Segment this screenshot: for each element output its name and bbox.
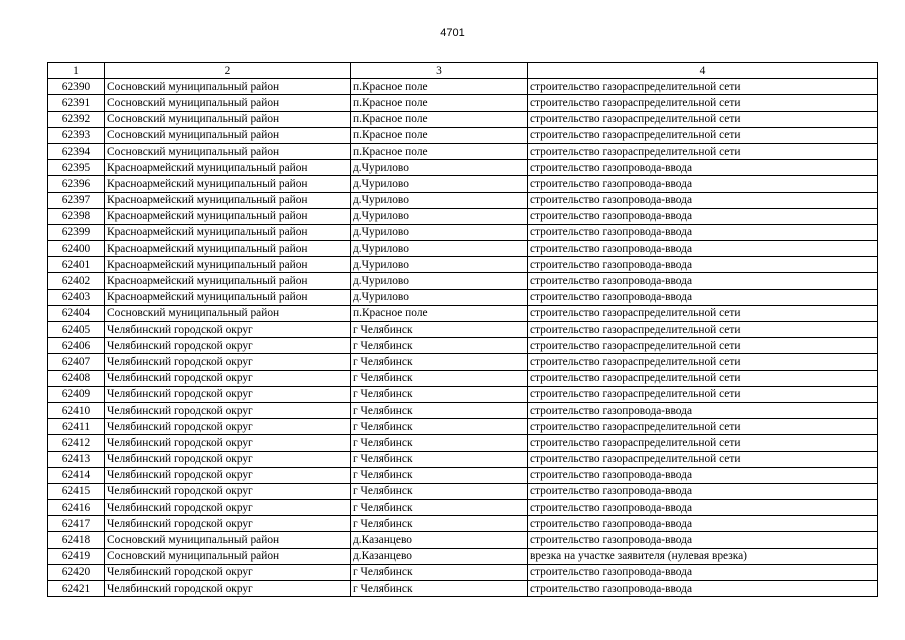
work-type-cell: строительство газопровода-ввода xyxy=(528,289,878,305)
row-number: 62409 xyxy=(48,386,105,402)
table-row xyxy=(48,192,878,208)
row-number: 62403 xyxy=(48,289,105,305)
settlement-cell: г Челябинск xyxy=(351,467,528,483)
table-row xyxy=(48,467,878,483)
row-number: 62410 xyxy=(48,402,105,418)
row-number: 62391 xyxy=(48,95,105,111)
municipality-cell: Красноармейский муниципальный район xyxy=(105,224,351,240)
table-row xyxy=(48,257,878,273)
municipality-cell: Красноармейский муниципальный район xyxy=(105,208,351,224)
table-row xyxy=(48,386,878,402)
table-header-row xyxy=(48,63,878,79)
work-type-cell: строительство газораспределительной сети xyxy=(528,338,878,354)
table-row xyxy=(48,160,878,176)
table-row xyxy=(48,548,878,564)
table-row xyxy=(48,208,878,224)
municipality-cell: Челябинский городской округ xyxy=(105,354,351,370)
table-row xyxy=(48,402,878,418)
table-row xyxy=(48,176,878,192)
municipality-cell: Челябинский городской округ xyxy=(105,386,351,402)
settlement-cell: д.Чурилово xyxy=(351,257,528,273)
table-row xyxy=(48,305,878,321)
registry-table xyxy=(47,62,878,597)
work-type-cell: строительство газопровода-ввода xyxy=(528,208,878,224)
row-number: 62390 xyxy=(48,79,105,95)
settlement-cell: г Челябинск xyxy=(351,500,528,516)
table-row xyxy=(48,289,878,305)
row-number: 62421 xyxy=(48,581,105,597)
settlement-cell: п.Красное поле xyxy=(351,111,528,127)
table-row xyxy=(48,111,878,127)
settlement-cell: г Челябинск xyxy=(351,386,528,402)
work-type-cell: строительство газораспределительной сети xyxy=(528,322,878,338)
table-row xyxy=(48,435,878,451)
row-number: 62393 xyxy=(48,127,105,143)
row-number: 62411 xyxy=(48,419,105,435)
municipality-cell: Сосновский муниципальный район xyxy=(105,548,351,564)
table-row xyxy=(48,483,878,499)
work-type-cell: строительство газопровода-ввода xyxy=(528,257,878,273)
settlement-cell: г Челябинск xyxy=(351,435,528,451)
row-number: 62402 xyxy=(48,273,105,289)
settlement-cell: п.Красное поле xyxy=(351,143,528,159)
row-number: 62414 xyxy=(48,467,105,483)
table-row xyxy=(48,370,878,386)
row-number: 62404 xyxy=(48,305,105,321)
settlement-cell: д.Чурилово xyxy=(351,224,528,240)
settlement-cell: д.Чурилово xyxy=(351,176,528,192)
municipality-cell: Сосновский муниципальный район xyxy=(105,79,351,95)
table-row xyxy=(48,419,878,435)
row-number: 62417 xyxy=(48,516,105,532)
municipality-cell: Челябинский городской округ xyxy=(105,370,351,386)
settlement-cell: г Челябинск xyxy=(351,354,528,370)
municipality-cell: Сосновский муниципальный район xyxy=(105,111,351,127)
municipality-cell: Сосновский муниципальный район xyxy=(105,532,351,548)
work-type-cell: строительство газопровода-ввода xyxy=(528,467,878,483)
settlement-cell: д.Казанцево xyxy=(351,532,528,548)
column-header-1: 1 xyxy=(48,63,105,79)
table-row xyxy=(48,581,878,597)
work-type-cell: строительство газопровода-ввода xyxy=(528,532,878,548)
table-row xyxy=(48,143,878,159)
table-row xyxy=(48,322,878,338)
column-header-3: 3 xyxy=(351,63,528,79)
work-type-cell: строительство газораспределительной сети xyxy=(528,79,878,95)
settlement-cell: д.Чурилово xyxy=(351,273,528,289)
settlement-cell: п.Красное поле xyxy=(351,95,528,111)
municipality-cell: Красноармейский муниципальный район xyxy=(105,192,351,208)
row-number: 62412 xyxy=(48,435,105,451)
settlement-cell: д.Чурилово xyxy=(351,289,528,305)
table-row xyxy=(48,564,878,580)
work-type-cell: строительство газопровода-ввода xyxy=(528,516,878,532)
table-row xyxy=(48,273,878,289)
settlement-cell: д.Чурилово xyxy=(351,192,528,208)
table-row xyxy=(48,95,878,111)
settlement-cell: г Челябинск xyxy=(351,451,528,467)
row-number: 62405 xyxy=(48,322,105,338)
municipality-cell: Красноармейский муниципальный район xyxy=(105,257,351,273)
row-number: 62413 xyxy=(48,451,105,467)
work-type-cell: строительство газораспределительной сети xyxy=(528,451,878,467)
municipality-cell: Челябинский городской округ xyxy=(105,451,351,467)
work-type-cell: строительство газораспределительной сети xyxy=(528,143,878,159)
settlement-cell: г Челябинск xyxy=(351,564,528,580)
work-type-cell: врезка на участке заявителя (нулевая врезка) xyxy=(528,548,878,564)
row-number: 62399 xyxy=(48,224,105,240)
column-header-2: 2 xyxy=(105,63,351,79)
municipality-cell: Сосновский муниципальный район xyxy=(105,143,351,159)
municipality-cell: Челябинский городской округ xyxy=(105,322,351,338)
work-type-cell: строительство газопровода-ввода xyxy=(528,402,878,418)
municipality-cell: Челябинский городской округ xyxy=(105,581,351,597)
work-type-cell: строительство газораспределительной сети xyxy=(528,127,878,143)
column-header-4: 4 xyxy=(528,63,878,79)
table-row xyxy=(48,532,878,548)
table-row xyxy=(48,241,878,257)
work-type-cell: строительство газораспределительной сети xyxy=(528,95,878,111)
table-row xyxy=(48,500,878,516)
settlement-cell: п.Красное поле xyxy=(351,305,528,321)
row-number: 62406 xyxy=(48,338,105,354)
work-type-cell: строительство газопровода-ввода xyxy=(528,224,878,240)
row-number: 62418 xyxy=(48,532,105,548)
work-type-cell: строительство газораспределительной сети xyxy=(528,435,878,451)
row-number: 62394 xyxy=(48,143,105,159)
municipality-cell: Сосновский муниципальный район xyxy=(105,305,351,321)
work-type-cell: строительство газораспределительной сети xyxy=(528,386,878,402)
municipality-cell: Красноармейский муниципальный район xyxy=(105,273,351,289)
row-number: 62395 xyxy=(48,160,105,176)
settlement-cell: г Челябинск xyxy=(351,516,528,532)
municipality-cell: Челябинский городской округ xyxy=(105,467,351,483)
row-number: 62415 xyxy=(48,483,105,499)
work-type-cell: строительство газопровода-ввода xyxy=(528,176,878,192)
settlement-cell: г Челябинск xyxy=(351,338,528,354)
table-row xyxy=(48,224,878,240)
settlement-cell: г Челябинск xyxy=(351,322,528,338)
row-number: 62420 xyxy=(48,564,105,580)
municipality-cell: Челябинский городской округ xyxy=(105,402,351,418)
work-type-cell: строительство газораспределительной сети xyxy=(528,111,878,127)
work-type-cell: строительство газопровода-ввода xyxy=(528,160,878,176)
work-type-cell: строительство газораспределительной сети xyxy=(528,370,878,386)
municipality-cell: Челябинский городской округ xyxy=(105,516,351,532)
table-row xyxy=(48,451,878,467)
settlement-cell: д.Чурилово xyxy=(351,241,528,257)
work-type-cell: строительство газопровода-ввода xyxy=(528,241,878,257)
settlement-cell: д.Казанцево xyxy=(351,548,528,564)
settlement-cell: г Челябинск xyxy=(351,483,528,499)
table-row xyxy=(48,79,878,95)
row-number: 62392 xyxy=(48,111,105,127)
work-type-cell: строительство газопровода-ввода xyxy=(528,564,878,580)
table-body xyxy=(48,79,878,597)
settlement-cell: г Челябинск xyxy=(351,581,528,597)
municipality-cell: Красноармейский муниципальный район xyxy=(105,241,351,257)
table-row xyxy=(48,516,878,532)
work-type-cell: строительство газораспределительной сети xyxy=(528,305,878,321)
settlement-cell: г Челябинск xyxy=(351,370,528,386)
row-number: 62397 xyxy=(48,192,105,208)
work-type-cell: строительство газораспределительной сети xyxy=(528,419,878,435)
table-row xyxy=(48,127,878,143)
settlement-cell: п.Красное поле xyxy=(351,79,528,95)
settlement-cell: п.Красное поле xyxy=(351,127,528,143)
row-number: 62400 xyxy=(48,241,105,257)
page-number: 4701 xyxy=(440,27,465,39)
row-number: 62416 xyxy=(48,500,105,516)
work-type-cell: строительство газопровода-ввода xyxy=(528,273,878,289)
table-row xyxy=(48,354,878,370)
table-row xyxy=(48,338,878,354)
work-type-cell: строительство газопровода-ввода xyxy=(528,500,878,516)
row-number: 62408 xyxy=(48,370,105,386)
municipality-cell: Челябинский городской округ xyxy=(105,419,351,435)
row-number: 62398 xyxy=(48,208,105,224)
work-type-cell: строительство газопровода-ввода xyxy=(528,192,878,208)
settlement-cell: д.Чурилово xyxy=(351,160,528,176)
row-number: 62407 xyxy=(48,354,105,370)
work-type-cell: строительство газораспределительной сети xyxy=(528,354,878,370)
row-number: 62401 xyxy=(48,257,105,273)
municipality-cell: Челябинский городской округ xyxy=(105,435,351,451)
municipality-cell: Красноармейский муниципальный район xyxy=(105,176,351,192)
settlement-cell: г Челябинск xyxy=(351,419,528,435)
work-type-cell: строительство газопровода-ввода xyxy=(528,483,878,499)
municipality-cell: Сосновский муниципальный район xyxy=(105,127,351,143)
municipality-cell: Сосновский муниципальный район xyxy=(105,95,351,111)
municipality-cell: Челябинский городской округ xyxy=(105,500,351,516)
municipality-cell: Челябинский городской округ xyxy=(105,483,351,499)
municipality-cell: Красноармейский муниципальный район xyxy=(105,160,351,176)
municipality-cell: Челябинский городской округ xyxy=(105,564,351,580)
row-number: 62419 xyxy=(48,548,105,564)
row-number: 62396 xyxy=(48,176,105,192)
municipality-cell: Челябинский городской округ xyxy=(105,338,351,354)
settlement-cell: г Челябинск xyxy=(351,402,528,418)
work-type-cell: строительство газопровода-ввода xyxy=(528,581,878,597)
municipality-cell: Красноармейский муниципальный район xyxy=(105,289,351,305)
settlement-cell: д.Чурилово xyxy=(351,208,528,224)
